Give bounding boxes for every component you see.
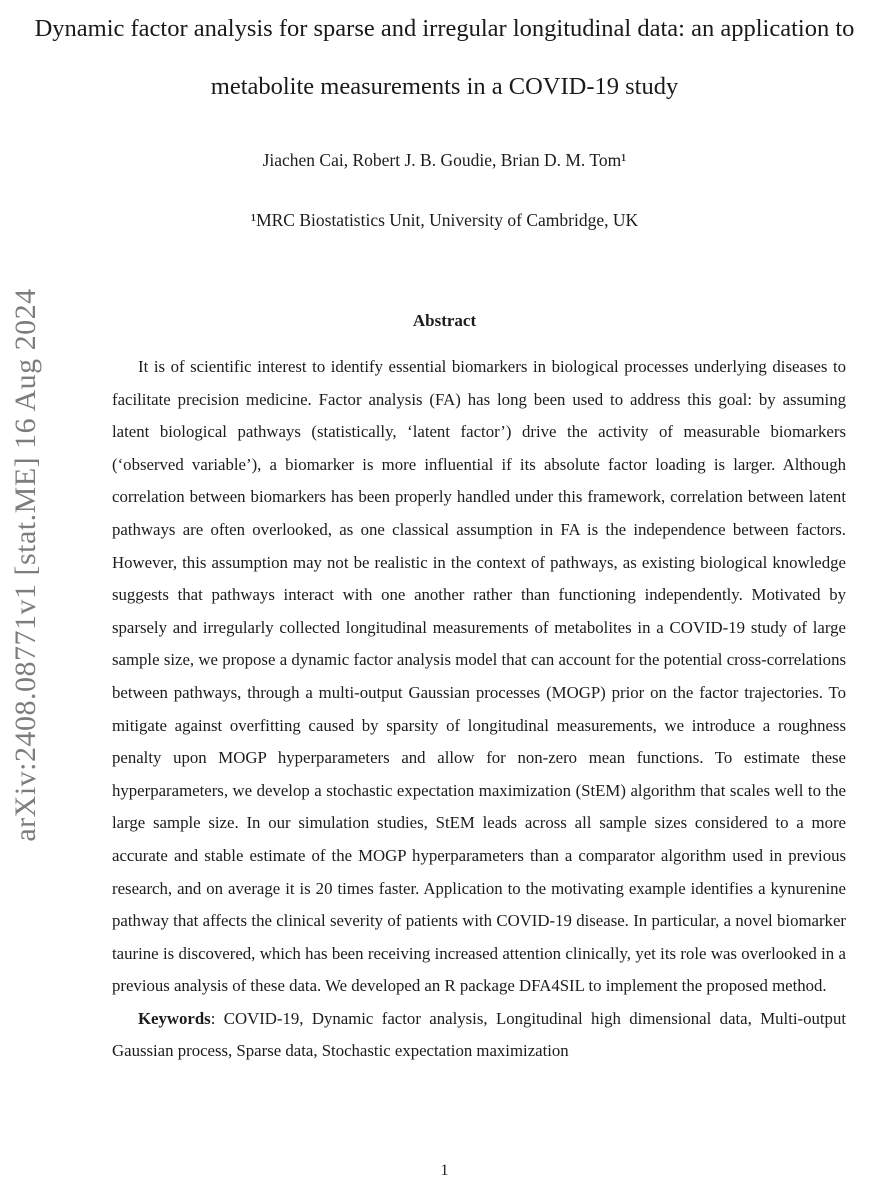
keywords-text: : COVID-19, Dynamic factor analysis, Longitudinal high dimensional data, Multi-output Gaussian process, Sparse data, Stochastic expectation maximization (112, 1008, 846, 1061)
abstract-heading: Abstract (412, 311, 477, 330)
paper-title: Dynamic factor analysis for sparse and irregular longitudinal data: an application to metabolite measurements in a COVID-19 study (34, 15, 855, 100)
page-number: 1 (440, 1162, 449, 1179)
authors-line: Jiachen Cai, Robert J. B. Goudie, Brian D. M. Tom¹ (262, 150, 627, 170)
abstract-body (112, 351, 846, 1068)
affiliation-line: ¹MRC Biostatistics Unit, University of Cambridge, UK (250, 210, 639, 230)
abstract-text: It is of scientific interest to identify essential biomarkers in biological processes underlying diseases to facilitate precision medicine. Factor analysis (FA) has long been used to address this goal: by assuming latent biological pathways (statistically, ‘latent factor’) drive the activity of measurable biomarkers (‘observed variable’), a biomarker is more influential if its absolute factor loading is larger. Although correlation between biomarkers has been properly handled under this framework, correlation between latent pathways are often overlooked, as one classical assumption in FA is the independence between factors. However, this assumption may not be realistic in the context of pathways, as existing biological knowledge suggests that pathways interact with one another rather than functioning independently. Motivated by sparsely and irregularly collected longitudinal measurements of metabolites in a COVID-19 study of large sample size, we propose a dynamic factor analysis model that can account for the potential cross-correlations between pathways, through a multi-output Gaussian processes (MOGP) prior on the factor trajectories. To mitigate against overfitting caused by sparsity of longitudinal measurements, we introduce a roughness penalty upon MOGP hyperparameters and allow for non-zero mean functions. To estimate these hyperparameters, we develop a stochastic expectation maximization (StEM) algorithm that scales well to the large sample size. In our simulation studies, StEM leads across all sample sizes considered to a more accurate and stable estimate of the MOGP hyperparameters than a comparator algorithm used in previous research, and on average it is 20 times faster. Application to the motivating example identifies a kynurenine pathway that affects the clinical severity of patients with COVID-19 disease. In particular, a novel biomarker taurine is discovered, which has been receiving increased attention clinically, yet its role was overlooked in a previous analysis of these data. We developed an R package DFA4SIL to implement the proposed method. (112, 357, 846, 996)
arxiv-watermark: arXiv:2408.08771v1 [stat.ME] 16 Aug 2024 (9, 288, 42, 842)
keywords-paragraph (112, 1003, 846, 1068)
keywords-label: Keywords (138, 1008, 211, 1028)
